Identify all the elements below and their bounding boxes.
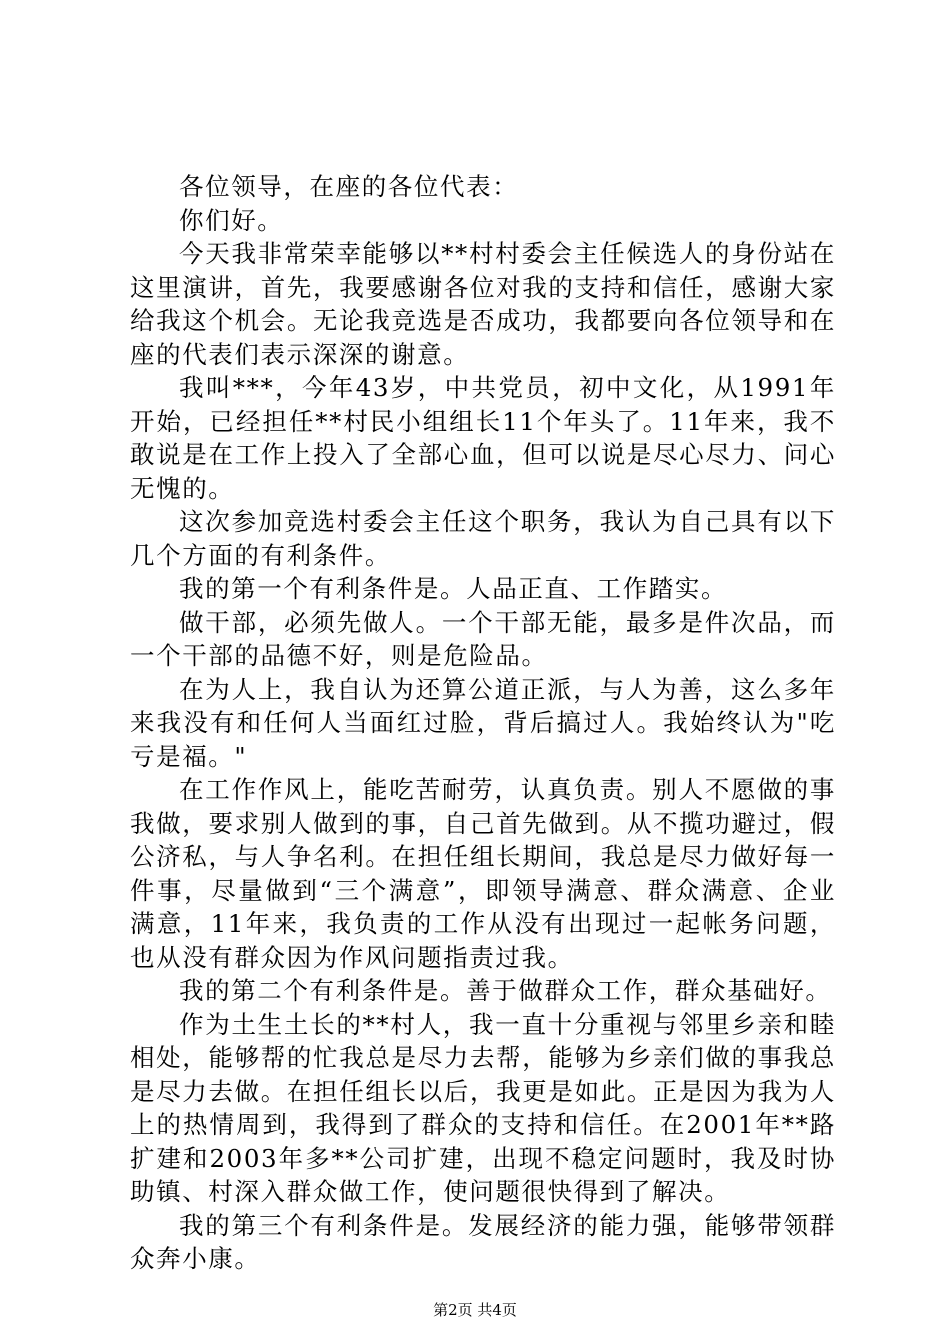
document-body — [130, 170, 836, 1276]
paragraph-salutation: 各位领导，在座的各位代表： — [179, 172, 519, 201]
paragraph-introduction: 今天我非常荣幸能够以**村村委会主任候选人的身份站在这里演讲，首先，我要感谢各位对我的支持和信任，感谢大家给我这个机会。无论我竞选是否成功，我都要向各位领导和在座的代表们表示深深的谢意。 — [130, 239, 836, 369]
paragraph-work-style: 在工作作风上，能吃苦耐劳，认真负责。别人不愿做的事我做，要求别人做到的事，自己首先做到。从不揽功避过，假公济私，与人争名利。在担任组长期间，我总是尽力做好每一件事，尽量做到“三个满意”，即领导满意、群众满意、企业满意，11年来，我负责的工作从没有出现过一起帐务问题，也从没有群众因为作风问题指责过我。 — [130, 775, 836, 972]
paragraph-character: 做干部，必须先做人。一个干部无能，最多是件次品，而一个干部的品德不好，则是危险品。 — [130, 607, 836, 670]
paragraph-second-condition: 我的第二个有利条件是。善于做群众工作，群众基础好。 — [179, 976, 832, 1005]
paragraph-conditions-intro: 这次参加竞选村委会主任这个职务，我认为自己具有以下几个方面的有利条件。 — [130, 507, 836, 570]
paragraph-third-condition: 我的第三个有利条件是。发展经济的能力强，能够带领群众奔小康。 — [130, 1210, 836, 1273]
paragraph-community: 作为土生土长的**村人，我一直十分重视与邻里乡亲和睦相处，能够帮的忙我总是尽力去帮，能够为乡亲们做的事我总是尽力去做。在担任组长以后，我更是如此。正是因为我为人上的热情周到，我得到了群众的支持和信任。在2001年**路扩建和2003年多**公司扩建，出现不稳定问题时，我及时协助镇、村深入群众做工作，使问题很快得到了解决。 — [130, 1009, 836, 1206]
paragraph-first-condition: 我的第一个有利条件是。人品正直、工作踏实。 — [179, 574, 728, 603]
paragraph-self-introduction: 我叫***，今年43岁，中共党员，初中文化，从1991年开始，已经担任**村民小组组长11个年头了。11年来，我不敢说是在工作上投入了全部心血，但可以说是尽心尽力、问心无愧的。 — [130, 373, 836, 503]
paragraph-conduct: 在为人上，我自认为还算公道正派，与人为善，这么多年来我没有和任何人当面红过脸，背后搞过人。我始终认为"吃亏是福。" — [130, 674, 836, 771]
paragraph-greeting: 你们好。 — [179, 205, 284, 235]
page-footer: 第2页 共4页 — [433, 1301, 517, 1319]
